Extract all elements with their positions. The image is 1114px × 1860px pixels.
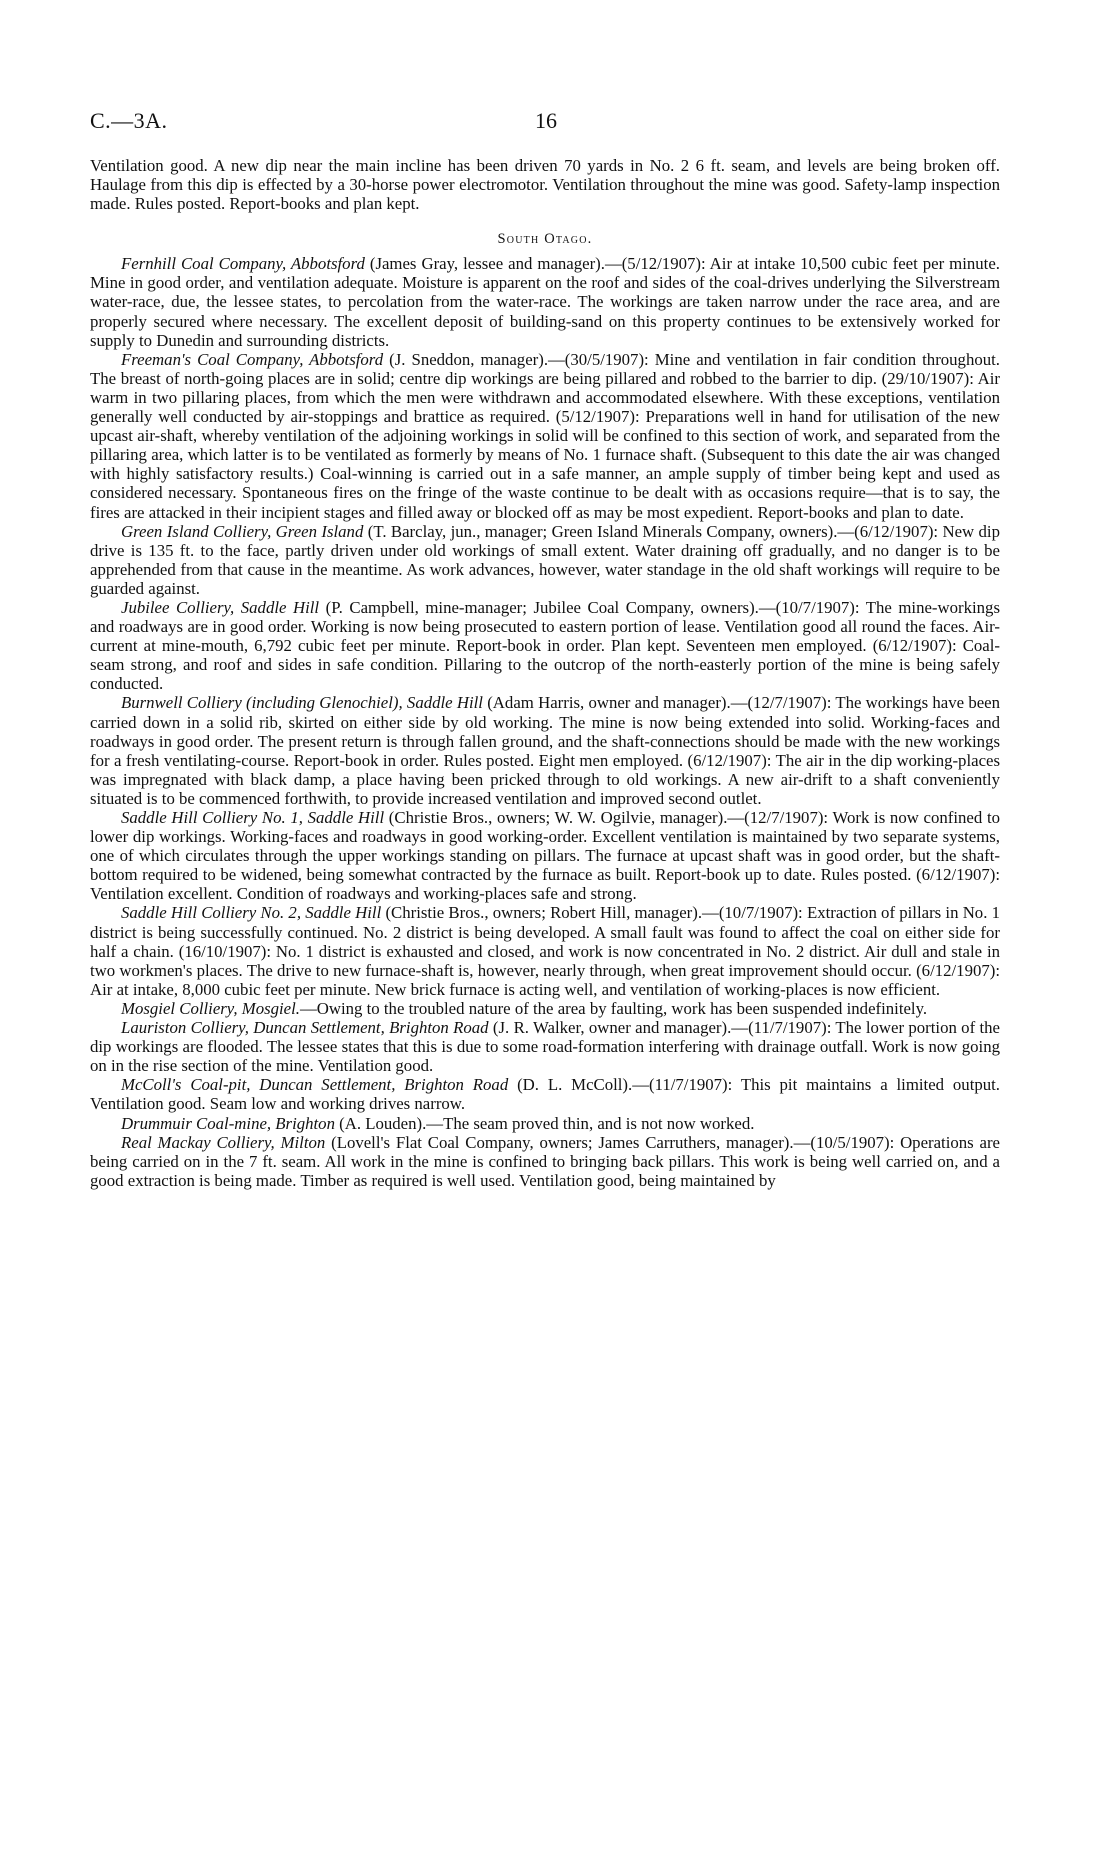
mine-name: Burnwell Colliery (including Glenochiel), Saddle Hill xyxy=(121,693,483,713)
mine-name: Real Mackay Colliery, Milton xyxy=(121,1132,326,1152)
running-head xyxy=(90,108,1000,142)
entry-paragraph xyxy=(90,808,1000,903)
entry-paragraph xyxy=(90,598,1000,693)
mine-name: Jubilee Colliery, Saddle Hill xyxy=(121,597,320,617)
section-title: South Otago. xyxy=(497,231,593,248)
mine-name: Mosgiel Colliery, Mosgiel. xyxy=(121,998,300,1018)
entry-paragraph xyxy=(90,1018,1000,1075)
mine-name: Freeman's Coal Company, Abbotsford xyxy=(121,349,384,369)
entry-paragraph xyxy=(90,693,1000,808)
entry-text: (Lovell's Flat Coal Company, owners; James Carruthers, manager).—(10/5/1907): Operations are being carried on in the 7 ft. seam. All work in the mine is confined to bringing back pillars. This work is being well carried on, and a good extraction is being made. Timber as required is well used. Ventilation good, being maintained by xyxy=(90,1132,1000,1190)
entry-paragraph xyxy=(90,1133,1000,1190)
mine-name: Green Island Colliery, Green Island xyxy=(121,521,364,541)
entry-text: (Christie Bros., owners; Robert Hill, manager).—(10/7/1907): Extraction of pillars in No. 1 district is being successfully continued. No. 2 district is being developed. A small fault was found to affect the coal on either side for half a chain. (16/10/1907): No. 1 district is exhausted and closed, and work is now concentrated in No. 2 district. Air dull and stale in two workmen's places. The drive to new furnace-shaft is, however, nearly through, when great improvement should occur. (6/12/1907): Air at intake, 8,000 cubic feet per minute. New brick furnace is acting well, and ventilation of working-places is now efficient. xyxy=(90,903,1001,999)
entry-text: —Owing to the troubled nature of the area by faulting, work has been suspended indefinitely. xyxy=(299,998,928,1018)
page-number: 16 xyxy=(535,108,557,133)
entry-paragraph xyxy=(90,350,1000,522)
entry-text: (J. Sneddon, manager).—(30/5/1907): Mine and ventilation in fair condition throughout. The breast of north-going places are in solid; centre dip workings are being pillared and robbed to the barrier to dip. (29/10/1907): Air warm in two pillaring places, from which the men were withdrawn and accommodated elsewhere. With these exceptions, ventilation generally well conducted by air-stoppings and brattice as required. (5/12/1907): Preparations well in hand for utilisation of the new upcast air-shaft, whereby ventilation of the adjoining workings in solid will be confined to this section of work, and separated from the pillaring area, which latter is to be ventilated as formerly by means of No. 1 furnace shaft. (Subsequent to this date the air was changed with highly satisfactory results.) Coal-winning is carried out in a safe manner, an ample supply of timber being kept and used as considered necessary. Spontaneous fires on the fringe of the waste continue to be dealt with as occasions require—that is to say, the fires are attacked in their incipient stages and filled away or blocked off as may be most expedient. Report-books and plan to date. xyxy=(90,349,1000,522)
entry-paragraph xyxy=(90,999,1000,1018)
entry-paragraph xyxy=(90,903,1000,998)
entry-paragraph xyxy=(90,1114,1000,1133)
entry-text: (A. Louden).—The seam proved thin, and is not now worked. xyxy=(334,1113,755,1133)
entry-text: (D. L. McColl).—(11/7/1907): This pit maintains a limited output. Ventilation good. Seam low and working drives narrow. xyxy=(90,1075,1000,1114)
mine-name: Lauriston Colliery, Duncan Settlement, Brighton Road xyxy=(121,1018,489,1038)
mine-name: McColl's Coal-pit, Duncan Settlement, Brighton Road xyxy=(121,1075,509,1095)
page-body xyxy=(90,156,1000,1190)
entry-text: (James Gray, lessee and manager).—(5/12/1907): Air at intake 10,500 cubic feet per minute. Mine in good order, and ventilation adequate. Moisture is apparent on the roof and sides of the coal-drives underlying the Silverstream water-race, due, the lessee states, to percolation from the water-race. The workings are taken narrow under the race area, and are properly secured where necessary. The excellent deposit of building-sand on this property continues to be extensively worked for supply to Dunedin and surrounding districts. xyxy=(90,254,1000,350)
entry-text: (T. Barclay, jun., manager; Green Island Minerals Company, owners).—(6/12/1907): New dip drive is 135 ft. to the face, partly driven under old workings of small extent. Water draining off gradually, and no danger is to be apprehended from that cause in the meantime. As work advances, however, water standage in the old shaft workings will require to be guarded against. xyxy=(90,521,1000,598)
entry-text: (Adam Harris, owner and manager).—(12/7/1907): The workings have been carried down in a solid rib, skirted on either side by old working. The mine is now being extended into solid. Working-faces and roadways in good order. The present return is through fallen ground, and the shaft-connections should be made with the new workings for a fresh ventilating-course. Report-book in order. Rules posted. Eight men employed. (6/12/1907): The air in the dip working-places was impregnated with black damp, a place having been pricked through to old workings. A new air-drift to a shaft conveniently situated is to be commenced forthwith, to provide increased ventilation and improved second outlet. xyxy=(90,693,1000,808)
entry-paragraph xyxy=(90,254,1000,349)
entry-paragraph xyxy=(90,1075,1000,1113)
entry-text: (Christie Bros., owners; W. W. Ogilvie, manager).—(12/7/1907): Work is now confined to lower dip workings. Working-faces and roadways in good working-order. Excellent ventilation is maintained by two separate systems, one of which circulates through the upper workings standing on pillars. The furnace at upcast shaft was in good order, but the shaft-bottom required to be widened, being somewhat contracted by the furnace as built. Report-book up to date. Rules posted. (6/12/1907): Ventilation excellent. Condition of roadways and working-places safe and strong. xyxy=(90,808,1000,904)
mine-name: Saddle Hill Colliery No. 2, Saddle Hill xyxy=(121,903,382,923)
report-reference: C.—3A. xyxy=(90,108,168,133)
mine-name: Drummuir Coal-mine, Brighton xyxy=(121,1113,335,1133)
entry-text: (P. Campbell, mine-manager; Jubilee Coal Company, owners).—(10/7/1907): The mine-workings and roadways are in good order. Working is now being prosecuted to eastern portion of lease. Ventilation good all round the faces. Air-current at mine-mouth, 6,792 cubic feet per minute. Report-book in order. Plan kept. Seventeen men employed. (6/12/1907): Coal-seam strong, and roof and sides in safe condition. Pillaring to the outcrop of the north-easterly portion of the mine is being safely conducted. xyxy=(90,597,1000,694)
entry-text: (J. R. Walker, owner and manager).—(11/7/1907): The lower portion of the dip workings are flooded. The lessee states that this is due to some road-formation interfering with drainage outfall. Work is now going on in the rise section of the mine. Ventilation good. xyxy=(90,1018,1001,1076)
mine-name: Fernhill Coal Company, Abbotsford xyxy=(121,254,365,274)
mine-name: Saddle Hill Colliery No. 1, Saddle Hill xyxy=(121,808,385,827)
intro-paragraph: Ventilation good. A new dip near the main incline has been driven 70 yards in No. 2 6 ft. seam, and levels are being broken off. Haulage from this dip is effected by a 30-horse power electromotor. Ventilation throughout the mine was good. Safety-lamp inspection made. Rules posted. Report-books and plan kept. xyxy=(90,156,1000,214)
entry-paragraph xyxy=(90,522,1000,598)
